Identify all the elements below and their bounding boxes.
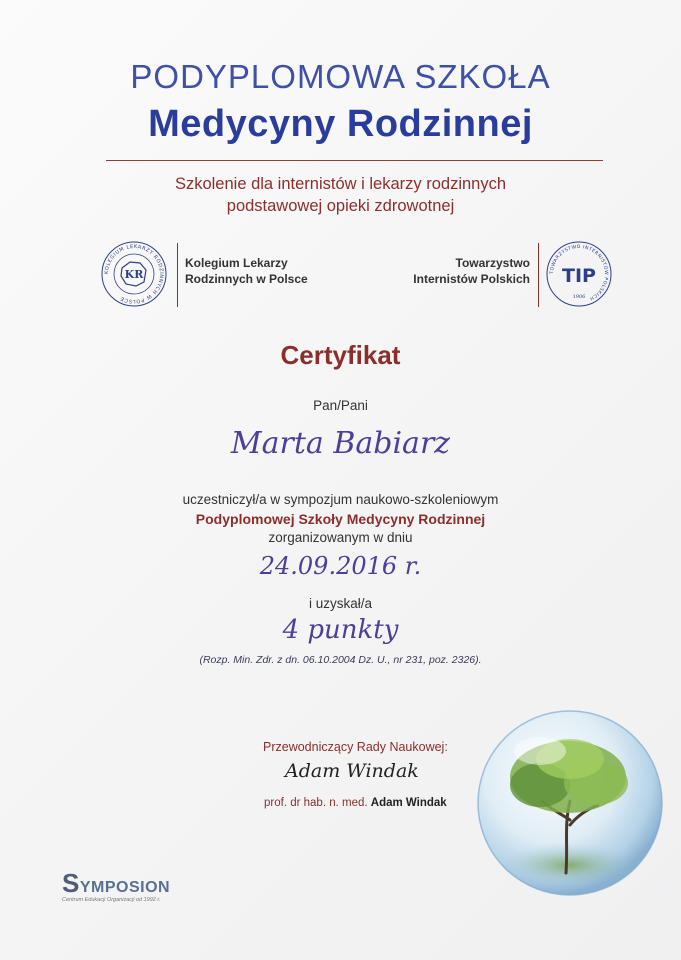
participation-text: uczestniczył/a w sympozjum naukowo-szkoleniowym: [182, 492, 499, 507]
date-handwritten: 24.09.2016 r.: [259, 552, 422, 580]
header-rule: [106, 160, 603, 161]
right-org-divider: [538, 243, 539, 307]
tip-seal-text: TOWARZYSTWO INTERNISTÓW POLSKICH: [549, 244, 609, 301]
recipient-name-handwritten: Marta Babiarz: [230, 426, 451, 461]
klr-seal-text: KOLEGIUM LEKARZY RODZINNYCH W POLSCE: [103, 243, 165, 305]
school-title-main: Medycyny Rodzinnej: [148, 103, 533, 145]
chair-name-prefix: prof. dr hab. n. med.: [264, 797, 371, 809]
left-org-name-line-2: Rodzinnych w Polsce: [185, 272, 308, 286]
chair-signature-handwritten: Adam Windak: [285, 760, 419, 782]
obtained-text: i uzyskał/a: [308, 596, 373, 611]
tree-globe-illustration: [470, 705, 670, 905]
subtitle-line-2: podstawowej opieki zdrowotnej: [226, 197, 455, 215]
event-name: Podyplomowej Szkoły Medycyny Rodzinnej: [195, 511, 486, 527]
organized-text: zorganizowanym w dniu: [268, 530, 413, 545]
klr-seal-logo: [100, 240, 168, 308]
chair-name: [264, 797, 447, 809]
salutation: Pan/Pani: [313, 398, 368, 413]
legal-note: (Rozp. Min. Zdr. z dn. 06.10.2004 Dz. U., nr 231, poz. 2326).: [199, 654, 482, 666]
tip-seal-logo: [545, 240, 613, 308]
tip-seal-year: 1906: [572, 294, 586, 300]
symposion-logo: [62, 868, 170, 899]
subtitle-line-1: Szkolenie dla internistów i lekarzy rodzinnych: [174, 175, 507, 193]
klr-monogram: KR: [124, 268, 144, 281]
symposion-logo-text: YMPOSION: [79, 879, 171, 896]
right-org-name-line-1: Towarzystwo: [455, 256, 530, 270]
certificate-title: Certyfikat: [280, 340, 401, 370]
chair-label: Przewodniczący Rady Naukowej:: [263, 740, 448, 754]
chair-name-bold: Adam Windak: [370, 797, 447, 809]
subtitle: [0, 173, 681, 217]
left-org-name: [185, 255, 308, 287]
symposion-tagline: Centrum Edukacji Organizacji od 1992 r.: [62, 897, 161, 903]
left-org-divider: [177, 243, 178, 307]
right-org-name: [390, 255, 530, 287]
tip-monogram: TIP: [562, 265, 596, 287]
left-org-name-line-1: Kolegium Lekarzy: [185, 256, 288, 270]
symposion-logo-s: S: [62, 868, 80, 898]
points-handwritten: 4 punkty: [282, 615, 399, 645]
school-title-top: PODYPLOMOWA SZKOŁA: [130, 58, 551, 95]
right-org-name-line-2: Internistów Polskich: [413, 272, 530, 286]
